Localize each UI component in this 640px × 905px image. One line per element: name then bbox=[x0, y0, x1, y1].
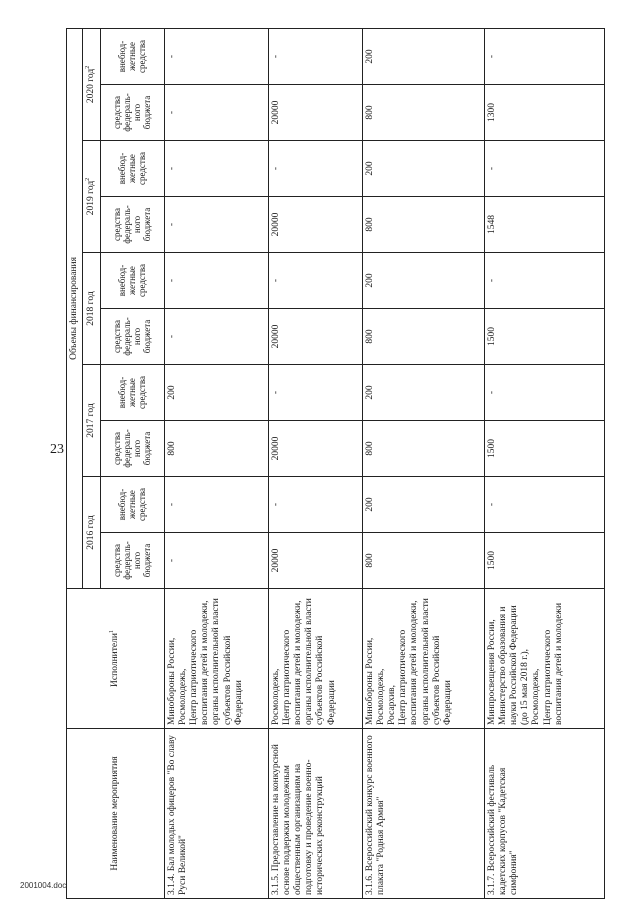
header-year-2019: 2019 год$^2$ bbox=[83, 141, 100, 253]
table-row bbox=[484, 28, 604, 898]
value-cell: 800 bbox=[362, 85, 484, 141]
value-cell: - bbox=[164, 141, 268, 197]
value-cell: - bbox=[164, 197, 268, 253]
value-cell: 1500 bbox=[484, 533, 604, 589]
header-extra: внебюд- жетные средства bbox=[100, 253, 164, 309]
value-cell: - bbox=[268, 141, 362, 197]
event-name-cell: 3.1.4. Бал молодых офицеров "Во славу Руси Великой" bbox=[164, 729, 268, 899]
table-row bbox=[362, 28, 484, 898]
header-extra: внебюд- жетные средства bbox=[100, 28, 164, 84]
value-cell: 1500 bbox=[484, 309, 604, 365]
value-cell: - bbox=[484, 253, 604, 309]
value-cell: 1548 bbox=[484, 197, 604, 253]
value-cell: 1300 bbox=[484, 85, 604, 141]
value-cell: - bbox=[164, 253, 268, 309]
value-cell: - bbox=[484, 141, 604, 197]
event-name-cell: 3.1.5. Предоставление на конкурсной основе поддержки молодежным общественным организациям на подготовку и проведение военно-исторических реконструкций bbox=[268, 729, 362, 899]
header-year-2016: 2016 год bbox=[83, 477, 100, 589]
value-cell: - bbox=[164, 533, 268, 589]
value-cell: 800 bbox=[362, 309, 484, 365]
header-federal: средства федераль- ного бюджета bbox=[100, 85, 164, 141]
event-name-cell: 3.1.6. Всероссийский конкурс военного плаката "Родная Армия" bbox=[362, 729, 484, 899]
value-cell: 800 bbox=[164, 421, 268, 477]
value-cell: - bbox=[164, 85, 268, 141]
value-cell: - bbox=[268, 253, 362, 309]
header-year-2018: 2018 год bbox=[83, 253, 100, 365]
value-cell: 200 bbox=[164, 365, 268, 421]
funding-table-sheet bbox=[66, 29, 640, 899]
value-cell: 20000 bbox=[268, 533, 362, 589]
header-federal: средства федераль- ного бюджета bbox=[100, 197, 164, 253]
value-cell: - bbox=[268, 477, 362, 533]
header-extra: внебюд- жетные средства bbox=[100, 141, 164, 197]
header-federal: средства федераль- ного бюджета bbox=[100, 533, 164, 589]
value-cell: - bbox=[164, 309, 268, 365]
value-cell: - bbox=[484, 365, 604, 421]
value-cell: 20000 bbox=[268, 309, 362, 365]
executors-cell: Росмолодежь, Центр патриотического воспитания детей и молодежи, органы исполнительной власти субъектов Российской Федерации bbox=[268, 589, 362, 729]
value-cell: 200 bbox=[362, 141, 484, 197]
value-cell: 20000 bbox=[268, 421, 362, 477]
funding-table bbox=[66, 28, 605, 899]
table-row bbox=[268, 28, 362, 898]
table-row bbox=[164, 28, 268, 898]
executors-cell: Минпросвещения России, Министерство образования и науки Российской Федерации (до 15 мая 2018 г.), Росмолодежь, Центр патриотического воспитания детей и молодежи bbox=[484, 589, 604, 729]
value-cell: - bbox=[164, 477, 268, 533]
page-number: 23 bbox=[50, 442, 64, 457]
executors-cell: Минобороны России, Росмолодежь, Центр патриотического воспитания детей и молодежи, органы исполнительной власти субъектов Российской Федерации bbox=[164, 589, 268, 729]
header-year-2020: 2020 год$^2$ bbox=[83, 28, 100, 140]
header-executors: Исполнители$^1$ bbox=[67, 589, 165, 729]
file-label: 2001004.doc bbox=[20, 881, 67, 890]
value-cell: 800 bbox=[362, 421, 484, 477]
value-cell: 200 bbox=[362, 253, 484, 309]
value-cell: 200 bbox=[362, 28, 484, 84]
header-federal: средства федераль- ного бюджета bbox=[100, 421, 164, 477]
executors-cell: Минобороны России, Росмолодежь, Росархив, Центр патриотического воспитания детей и молодежи, органы исполнительной власти субъектов Российской Федерации bbox=[362, 589, 484, 729]
value-cell: - bbox=[268, 28, 362, 84]
header-funding: Объемы финансирования bbox=[67, 28, 83, 588]
header-extra: внебюд- жетные средства bbox=[100, 365, 164, 421]
header-event-name: Наименование мероприятия bbox=[67, 729, 165, 899]
value-cell: 200 bbox=[362, 477, 484, 533]
value-cell: 1500 bbox=[484, 421, 604, 477]
value-cell: 200 bbox=[362, 365, 484, 421]
value-cell: 800 bbox=[362, 533, 484, 589]
value-cell: 20000 bbox=[268, 85, 362, 141]
value-cell: - bbox=[268, 365, 362, 421]
header-year-2017: 2017 год bbox=[83, 365, 100, 477]
event-name-cell: 3.1.7. Всероссийский фестиваль кадетских корпусов "Кадетская симфония" bbox=[484, 729, 604, 899]
value-cell: 20000 bbox=[268, 197, 362, 253]
value-cell: - bbox=[484, 28, 604, 84]
header-extra: внебюд- жетные средства bbox=[100, 477, 164, 533]
value-cell: 800 bbox=[362, 197, 484, 253]
value-cell: - bbox=[164, 28, 268, 84]
value-cell: - bbox=[484, 477, 604, 533]
header-federal: средства федераль- ного бюджета bbox=[100, 309, 164, 365]
